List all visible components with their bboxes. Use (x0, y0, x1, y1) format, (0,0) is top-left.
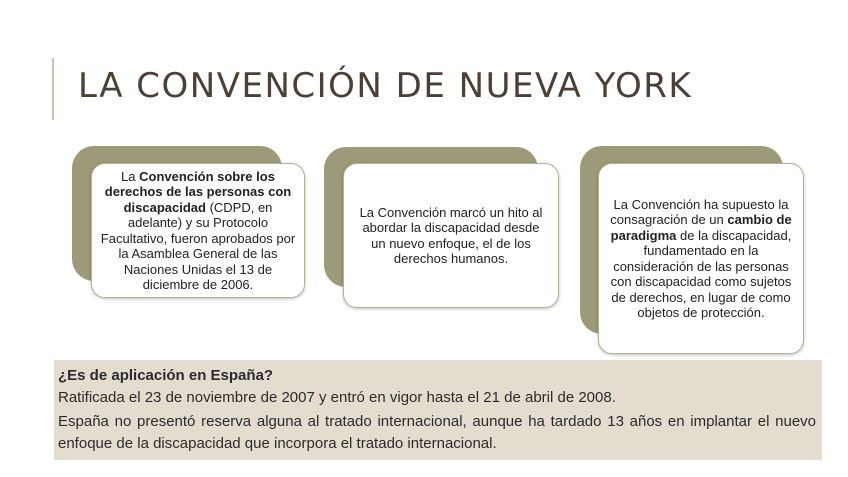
card-2-text: La Convención marcó un hito al abordar la discapacidad desde un nuevo enfoque, el de los derechos humanos. (359, 204, 543, 266)
card-1-bold: Convención sobre los derechos de las personas con discapacidad (104, 168, 292, 215)
card-3-text: La Convención ha supuesto la consagración de un cambio de paradigma de la discapacidad, fundamentado en la consideración de las personas con discapacidad como sujetos de derechos, en lugar de como objetos de protección. (610, 196, 792, 320)
card-3-bold: cambio de paradigma (610, 212, 792, 243)
title-accent-line (52, 58, 54, 120)
panel-question: ¿Es de aplicación en España? (58, 367, 274, 384)
card-3 (598, 163, 804, 354)
card-1 (91, 163, 305, 298)
card-1-text: La Convención sobre los derechos de las personas con discapacidad (CDPD, en adelante) y su Protocolo Facultativo, fueron aprobados por la Asamblea General de las Naciones Unidas el 13 de diciembre de 2006. (100, 168, 296, 292)
panel-line-1: Ratificada el 23 de noviembre de 2007 y entró en vigor hasta el 21 de abril de 2008. (58, 389, 616, 406)
panel-paragraph: España no presentó reserva alguna al tratado internacional, aunque ha tardado 13 años en implantar el nuevo enfoque de la discapacidad que incorpora el tratado internacional. (58, 413, 816, 452)
slide-title: LA CONVENCIÓN DE NUEVA YORK (78, 66, 693, 106)
card-2 (343, 163, 559, 308)
